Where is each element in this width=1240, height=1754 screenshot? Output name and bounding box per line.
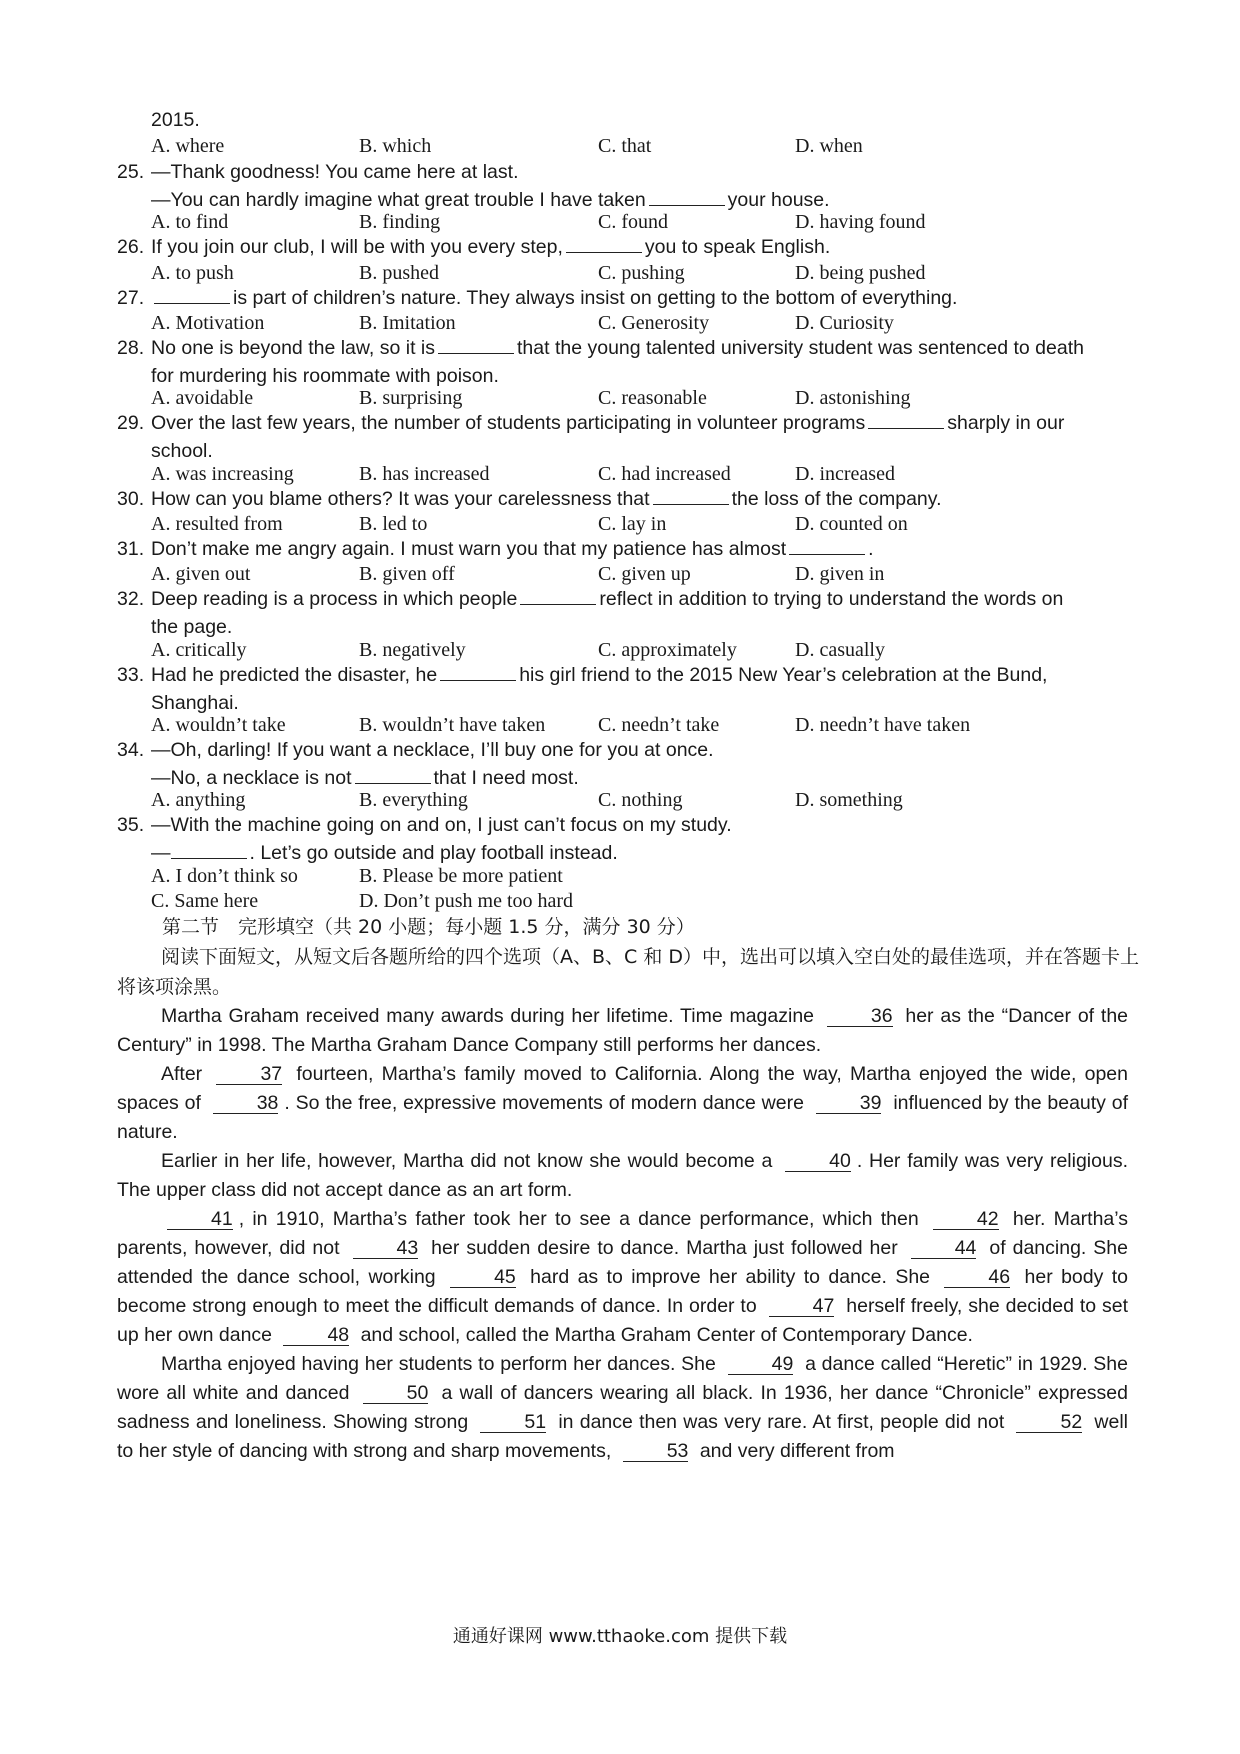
option-c: C. given up	[598, 563, 691, 585]
option-c: C. that	[598, 135, 652, 157]
passage-text: a wall of dancers wearing all black. In 1936, her dance “Chronicle” expressed sadness and loneliness. Showing strong	[117, 1382, 1128, 1433]
question-stem: If you join our club, I will be with you every step,	[151, 236, 563, 258]
question-stem: that the young talented university student was sentenced to death	[517, 337, 1084, 359]
question-stem: the loss of the company.	[731, 488, 942, 510]
page-footer: 通通好课网 www.tthaoke.com 提供下载	[452, 1626, 788, 1647]
option-b: B. led to	[359, 513, 428, 535]
answer-blank	[653, 486, 729, 505]
question-number: 26.	[117, 236, 145, 258]
question-stem-cont: for murdering his roommate with poison.	[151, 365, 499, 387]
option-a: A. resulted from	[151, 513, 283, 535]
question-number: 34.	[117, 739, 145, 761]
cloze-blank: 51	[480, 1412, 546, 1433]
cloze-blank: 48	[283, 1325, 349, 1346]
question-stem: Over the last few years, the number of students participating in volunteer programs	[151, 412, 866, 434]
answer-blank	[440, 662, 516, 681]
question-stem: sharply in our	[947, 412, 1065, 434]
option-c: C. pushing	[598, 262, 685, 284]
passage-text: Earlier in her life, however, Martha did not know she would become a	[161, 1150, 773, 1172]
question-27	[117, 284, 1125, 312]
question-number: 35.	[117, 814, 145, 836]
answer-blank	[868, 410, 944, 429]
question-26	[117, 233, 1125, 261]
option-b: B. wouldn’t have taken	[359, 714, 546, 736]
answer-blank	[520, 586, 596, 605]
answer-blank	[355, 765, 431, 784]
passage-text: , in 1910, Martha’s father took her to see a dance performance, which then	[238, 1208, 919, 1230]
option-a: A. wouldn’t take	[151, 714, 286, 736]
question-24-tail	[117, 106, 1125, 134]
passage-text: in dance then was very rare. At first, people did not	[558, 1411, 1005, 1433]
option-a: A. to push	[151, 262, 234, 284]
passage-text: her. Martha’s parents, however, did not	[117, 1208, 1129, 1259]
option-a: A. anything	[151, 789, 246, 811]
cloze-blank: 38	[213, 1093, 279, 1114]
question-33	[117, 661, 1125, 717]
option-a: A. Motivation	[151, 312, 265, 334]
option-c: C. lay in	[598, 513, 667, 535]
option-a: A. critically	[151, 639, 247, 661]
answer-blank	[171, 840, 247, 859]
option-b: B. which	[359, 135, 432, 157]
option-c: C. nothing	[598, 789, 683, 811]
question-stem: No one is beyond the law, so it is	[151, 337, 435, 359]
paragraph-5	[117, 1350, 1128, 1466]
cloze-blank: 42	[933, 1209, 999, 1230]
option-d: D. counted on	[795, 513, 908, 535]
cloze-passage	[117, 1002, 1128, 1466]
cloze-blank: 49	[728, 1354, 794, 1375]
passage-text: her body to become strong enough to meet the difficult demands of dance. In order to	[117, 1266, 1128, 1317]
question-stem: Had he predicted the disaster, he	[151, 664, 438, 686]
question-line: —	[151, 842, 171, 864]
cloze-blank: 39	[816, 1093, 882, 1114]
option-a: A. to find	[151, 211, 229, 233]
option-d: D. casually	[795, 639, 885, 661]
question-line: —You can hardly imagine what great trouble I have taken	[151, 189, 646, 211]
option-b: B. Please be more patient	[359, 865, 563, 887]
option-d: D. being pushed	[795, 262, 926, 284]
option-c: C. had increased	[598, 463, 731, 485]
option-c: C. approximately	[598, 639, 737, 661]
passage-text: influenced by the beauty of nature.	[117, 1092, 1129, 1143]
cloze-blank: 44	[911, 1238, 977, 1259]
option-b: B. given off	[359, 563, 455, 585]
option-d: D. something	[795, 789, 903, 811]
question-line: —Thank goodness! You came here at last.	[151, 161, 519, 183]
passage-text: herself freely, she decided to set up her own dance	[117, 1295, 1129, 1346]
question-number: 27.	[117, 287, 145, 309]
question-number: 32.	[117, 588, 145, 610]
question-line: —Oh, darling! If you want a necklace, I’ll buy one for you at once.	[151, 739, 714, 761]
option-d: D. Curiosity	[795, 312, 894, 334]
question-30	[117, 485, 1125, 513]
option-d: D. having found	[795, 211, 926, 233]
passage-text: well to her style of dancing with strong and sharp movements,	[117, 1411, 1128, 1462]
answer-blank	[566, 234, 642, 253]
option-b: B. finding	[359, 211, 441, 233]
question-31	[117, 535, 1125, 563]
option-c: C. reasonable	[598, 387, 707, 409]
question-stem: Don’t make me angry again. I must warn you that my patience has almost	[151, 538, 787, 560]
question-stem-cont: school.	[151, 440, 213, 462]
option-d: D. Don’t push me too hard	[359, 890, 574, 912]
question-34	[117, 736, 1125, 792]
cloze-blank: 46	[944, 1267, 1010, 1288]
question-stem: .	[868, 538, 874, 560]
question-line: —No, a necklace is not	[151, 767, 352, 789]
paragraph-1	[117, 1002, 1128, 1060]
option-c: C. Same here	[151, 890, 259, 912]
passage-text: of dancing. She attended the dance school, working	[117, 1237, 1128, 1288]
section-instruction: 阅读下面短文，从短文后各题所给的四个选项（A、B、C 和 D）中，选出可以填入空白处的最佳选项，并在答题卡上将该项涂黑。	[117, 946, 1140, 998]
option-a: A. was increasing	[151, 463, 294, 485]
option-d: D. astonishing	[795, 387, 911, 409]
option-b: B. everything	[359, 789, 468, 811]
option-c: C. found	[598, 211, 668, 233]
question-28	[117, 334, 1125, 390]
option-d: D. increased	[795, 463, 895, 485]
cloze-blank: 53	[623, 1441, 689, 1462]
option-d: D. when	[795, 135, 863, 157]
cloze-blank: 47	[769, 1296, 835, 1317]
question-number: 25.	[117, 161, 145, 183]
question-line: that I need most.	[433, 767, 579, 789]
question-25	[117, 158, 1125, 214]
question-32	[117, 585, 1125, 641]
question-number: 28.	[117, 337, 145, 359]
answer-blank	[649, 187, 725, 206]
cloze-blank: 37	[216, 1064, 282, 1085]
passage-text: and school, called the Martha Graham Center of Contemporary Dance.	[360, 1324, 973, 1346]
passage-text: Martha Graham received many awards during her lifetime. Time magazine	[161, 1005, 815, 1027]
cloze-blank: 45	[450, 1267, 516, 1288]
paragraph-2	[117, 1060, 1128, 1147]
question-stem: you to speak English.	[644, 236, 831, 258]
question-29	[117, 409, 1125, 465]
option-b: B. Imitation	[359, 312, 456, 334]
question-number: 29.	[117, 412, 145, 434]
paragraph-4	[117, 1205, 1128, 1350]
question-stem-cont: the page.	[151, 616, 233, 638]
passage-text: Martha enjoyed having her students to perform her dances. She	[161, 1353, 716, 1375]
question-number: 30.	[117, 488, 145, 510]
question-stem: reflect in addition to trying to understand the words on	[599, 588, 1064, 610]
answer-blank	[789, 536, 865, 555]
option-a: A. I don’t think so	[151, 865, 298, 887]
passage-text: her as the “Dancer of the Century” in 1998. The Martha Graham Dance Company still performs her dances.	[117, 1005, 1129, 1056]
answer-blank	[154, 285, 230, 304]
question-35	[117, 811, 1125, 867]
question-stem: his girl friend to the 2015 New Year’s celebration at the Bund,	[519, 664, 1048, 686]
option-b: B. pushed	[359, 262, 439, 284]
passage-text: fourteen, Martha’s family moved to California. Along the way, Martha enjoyed the wide, open spaces of	[117, 1063, 1128, 1114]
cloze-blank: 43	[353, 1238, 419, 1259]
cloze-blank: 41	[167, 1209, 233, 1230]
passage-text: hard as to improve her ability to dance. She	[530, 1266, 931, 1288]
paragraph-3	[117, 1147, 1128, 1205]
cloze-blank: 52	[1016, 1412, 1082, 1433]
option-d: D. needn’t have taken	[795, 714, 971, 736]
question-line: your house.	[727, 189, 830, 211]
option-c: C. Generosity	[598, 312, 710, 334]
cloze-blank: 40	[785, 1151, 851, 1172]
passage-text: and very different from	[699, 1440, 895, 1462]
question-stem: is part of children’s nature. They always insist on getting to the bottom of everything.	[233, 287, 958, 309]
question-stem-cont: Shanghai.	[151, 692, 239, 714]
option-b: B. has increased	[359, 463, 490, 485]
question-24-continued: 2015.	[151, 109, 200, 131]
option-a: A. given out	[151, 563, 251, 585]
cloze-blank: 36	[827, 1006, 893, 1027]
passage-text: a dance called “Heretic” in 1929. She wore all white and danced	[117, 1353, 1128, 1404]
option-a: A. avoidable	[151, 387, 254, 409]
passage-text: After	[161, 1063, 203, 1085]
question-number: 31.	[117, 538, 145, 560]
cloze-blank: 50	[363, 1383, 429, 1404]
option-c: C. needn’t take	[598, 714, 720, 736]
question-line: —With the machine going on and on, I just can’t focus on my study.	[151, 814, 732, 836]
option-b: B. negatively	[359, 639, 466, 661]
passage-text: . So the free, expressive movements of modern dance were	[284, 1092, 804, 1114]
answer-blank	[438, 335, 514, 354]
passage-text: her sudden desire to dance. Martha just followed her	[431, 1237, 898, 1259]
question-number: 33.	[117, 664, 145, 686]
question-stem: Deep reading is a process in which people	[151, 588, 518, 610]
question-stem: How can you blame others? It was your carelessness that	[151, 488, 650, 510]
section-heading: 第二节 完形填空（共 20 小题；每小题 1.5 分，满分 30 分）	[162, 916, 695, 938]
option-d: D. given in	[795, 563, 885, 585]
passage-text: . Her family was very religious. The upper class did not accept dance as an art form.	[117, 1150, 1128, 1201]
option-a: A. where	[151, 135, 225, 157]
option-b: B. surprising	[359, 387, 463, 409]
question-line: . Let’s go outside and play football instead.	[249, 842, 618, 864]
